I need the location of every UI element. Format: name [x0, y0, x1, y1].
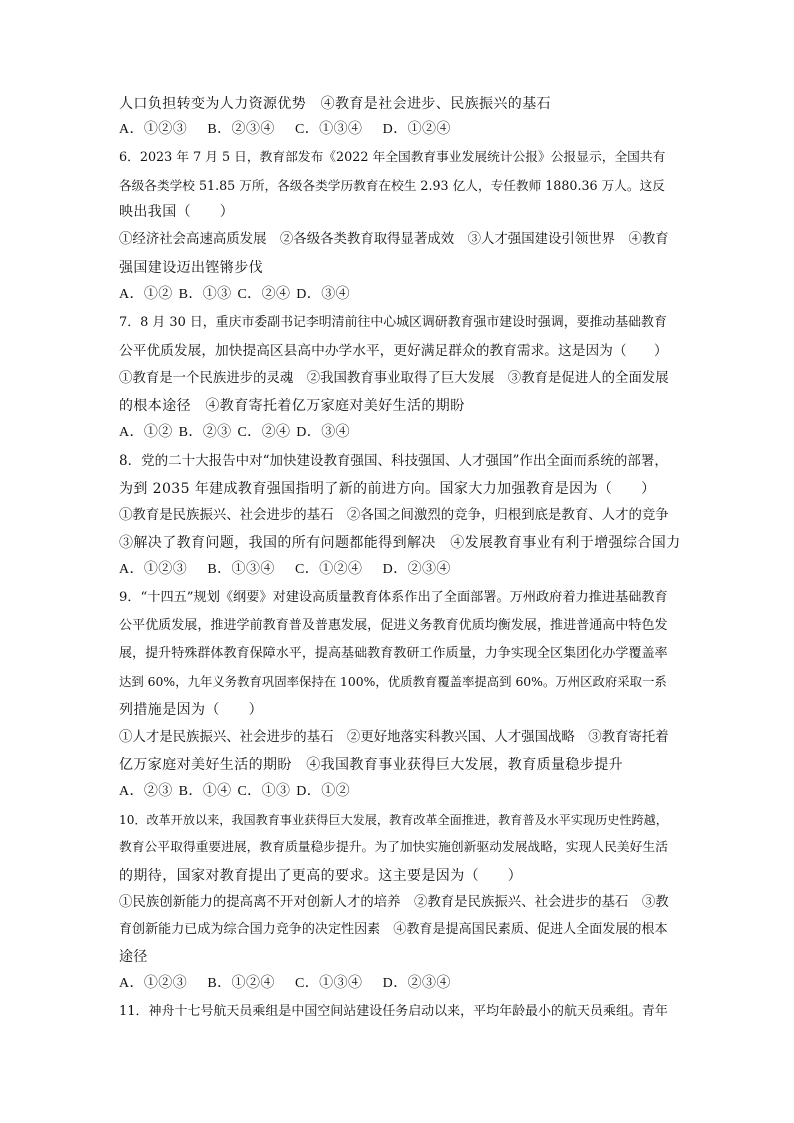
text-line: ①民族创新能力的提高离不开对创新人才的培养 ②教育是民族振兴、社会进步的基石 ③教	[119, 895, 669, 910]
text-line: 育创新能力已成为综合国力竞争的决定性因素 ④教育是提高国民素质、促进人全面发展的根本	[119, 922, 668, 937]
question-10: 10．改革开放以来，我国教育事业获得巨大发展，教育改革全面推进，教育普及水平实现历史性跨越，	[119, 813, 668, 827]
text-line: 映出我国（ ）	[119, 204, 235, 220]
text-line: 亿万家庭对美好生活的期盼 ④我国教育事业获得巨大发展，教育质量稳步提升	[119, 757, 623, 773]
text-line: ①教育是一个民族进步的灵魂 ②我国教育事业取得了巨大发展 ③教育是促进人的全面发展	[119, 371, 669, 386]
text-line: 强国建设迈出铿锵步伐	[119, 260, 263, 276]
question-8: 8．党的二十大报告中对“加快建设教育强国、科技强国、人才强国”作出全面而系统的部署，	[119, 453, 668, 469]
text-line: 为到 2035 年建成教育强国指明了新的前进方向。国家大力加强教育是因为（ ）	[119, 481, 656, 497]
question-9: 9．“十四五”规划《纲要》对建设高质量教育体系作出了全面部署。万州政府着力推进基础教育	[119, 590, 668, 605]
text-line: ③解决了教育问题，我国的所有问题都能得到解决 ④发展教育事业有利于增强综合国力	[119, 535, 681, 551]
text-line: 的根本途径 ④教育寄托着亿万家庭对美好生活的期盼	[119, 398, 465, 414]
text-line: 公平优质发展，加快提高区县高中办学水平，更好满足群众的教育需求。这是因为（ ）	[119, 343, 668, 359]
answer-options: A．①②③ B．①②④ C．①③④ D．②③④	[119, 976, 451, 991]
text-line: ①人才是民族振兴、社会进步的基石 ②更好地落实科教兴国、人才强国战略 ③教育寄托着	[119, 730, 669, 745]
question-6: 6．2023 年 7 月 5 日，教育部发布《2022 年全国教育事业发展统计公报》公报显示，全国共有	[119, 150, 666, 165]
text-line: 各级各类学校 51.85 万所，各级各类学历教育在校生 2.93 亿人，专任教师 1880.36 万人。这反	[119, 178, 665, 193]
answer-options: A．①②③ B．①③④ C．①②④ D．②③④	[119, 562, 451, 577]
text-line: 的期待，国家对教育提出了更高的要求。这主要是因为（ ）	[119, 868, 523, 884]
text-line: 途径	[119, 949, 148, 965]
answer-options: A．①② B．②③ C．②④ D．③④	[119, 425, 350, 440]
text-line: 公平优质发展，推进学前教育普及普惠发展，促进义务教育优质均衡发展，推进普通高中特色发	[119, 618, 668, 633]
question-7: 7．8 月 30 日，重庆市委副书记李明清前往中心城区调研教育强市建设时强调，要推动基础教育	[119, 315, 667, 330]
text-line: 达到 60%，九年义务教育巩固率保持在 100%，优质教育覆盖率提高到 60%。万州区政府采取一系	[119, 675, 667, 689]
text-line: 教育公平取得重要进展，教育质量稳步提升。为了加快实施创新驱动发展战略，实现人民美好生活	[119, 840, 668, 855]
text-line: 人口负担转变为人力资源优势 ④教育是社会进步、民族振兴的基石	[119, 96, 551, 112]
question-11: 11．神舟十七号航天员乘组是中国空间站建设任务启动以来，平均年龄最小的航天员乘组。青年	[119, 1004, 668, 1019]
answer-options: A．①② B．①③ C．②④ D．③④	[119, 287, 350, 302]
text-line: ①教育是民族振兴、社会进步的基石 ②各国之间激烈的竞争，归根到底是教育、人才的竞争	[119, 508, 669, 523]
text-line: 列措施是因为（ ）	[119, 702, 263, 718]
answer-options: A．①②③ B．②③④ C．①③④ D．①②④	[119, 122, 451, 137]
answer-options: A．②③ B．①④ C．①③ D．①②	[119, 784, 350, 799]
text-line: 展，提升特殊群体教育保障水平，提高基础教育教研工作质量，力争实现全区集团化办学覆盖率	[119, 646, 668, 661]
text-line: ①经济社会高速高质发展 ②各级各类教育取得显著成效 ③人才强国建设引领世界 ④教育	[119, 232, 669, 247]
